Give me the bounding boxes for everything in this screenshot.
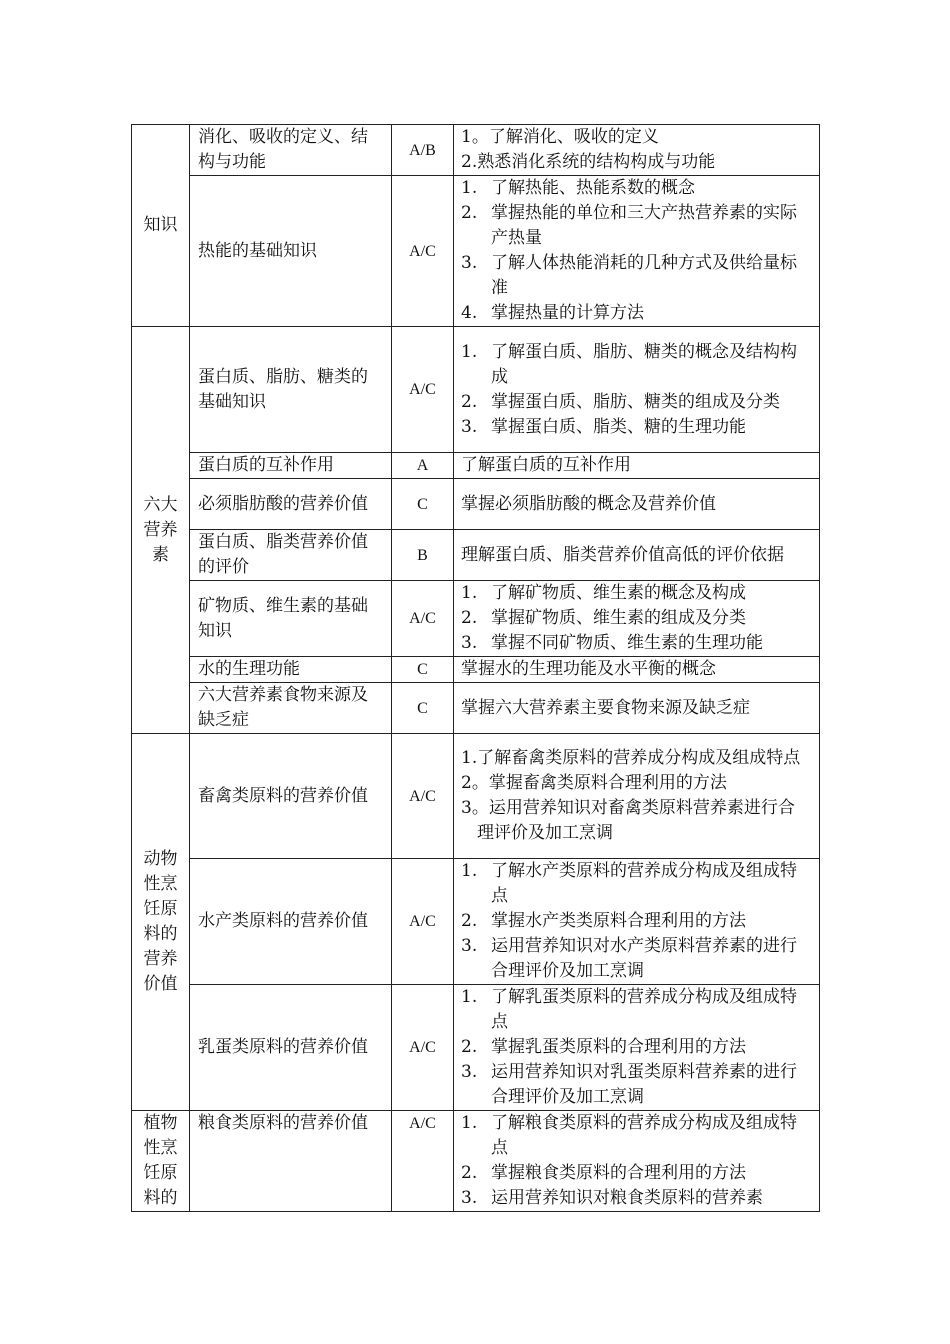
level-cell: B <box>392 530 454 581</box>
level-cell: A/B <box>392 125 454 176</box>
topic-cell: 粮食类原料的营养价值 <box>190 1111 392 1212</box>
list-item: 1。了解消化、吸收的定义 <box>461 127 659 147</box>
table-row <box>132 327 820 453</box>
topic-cell: 水的生理功能 <box>190 657 392 683</box>
topic-cell: 消化、吸收的定义、结构与功能 <box>190 125 392 176</box>
topic-cell: 蛋白质的互补作用 <box>190 453 392 479</box>
list-item: 2. 掌握热能的单位和三大产热营养素的实际产热量 <box>461 203 797 248</box>
requirement-cell <box>454 581 820 657</box>
list-item: 1. 了解水产类原料的营养成分构成及组成特点 <box>461 861 797 906</box>
list-item: 3. 掌握不同矿物质、维生素的生理功能 <box>461 633 763 653</box>
list-item: 3. 运用营养知识对粮食类原料的营养素 <box>461 1188 763 1208</box>
list-item: 3. 运用营养知识对水产类原料营养素的进行合理评价及加工烹调 <box>461 936 797 981</box>
table-row <box>132 1111 820 1212</box>
table-row <box>132 734 820 859</box>
requirement-cell: 掌握必须脂肪酸的概念及营养价值 <box>454 479 820 530</box>
table-row <box>132 683 820 734</box>
requirement-cell: 了解蛋白质的互补作用 <box>454 453 820 479</box>
list-item: 1. 了解热能、热能系数的概念 <box>461 178 695 198</box>
requirement-cell: 掌握水的生理功能及水平衡的概念 <box>454 657 820 683</box>
category-cell: 植物性烹饪原料的 <box>132 1111 190 1212</box>
table-row <box>132 479 820 530</box>
requirement-cell <box>454 734 820 859</box>
topic-cell: 必须脂肪酸的营养价值 <box>190 479 392 530</box>
topic-cell: 乳蛋类原料的营养价值 <box>190 985 392 1111</box>
list-item: 2.熟悉消化系统的结构构成与功能 <box>461 152 716 172</box>
list-item: 1.了解畜禽类原料的营养成分构成及组成特点 <box>461 748 801 768</box>
table-row <box>132 530 820 581</box>
requirement-cell <box>454 327 820 453</box>
topic-cell: 蛋白质、脂类营养价值的评价 <box>190 530 392 581</box>
topic-cell: 畜禽类原料的营养价值 <box>190 734 392 859</box>
list-item: 4. 掌握热量的计算方法 <box>461 303 644 323</box>
category-cell: 六大营养素 <box>132 327 190 734</box>
requirement-cell: 掌握六大营养素主要食物来源及缺乏症 <box>454 683 820 734</box>
level-cell: A/C <box>392 985 454 1111</box>
table-row <box>132 985 820 1111</box>
table-row <box>132 581 820 657</box>
table-row <box>132 453 820 479</box>
level-cell: C <box>392 479 454 530</box>
category-cell: 动物性烹饪原料的营养价值 <box>132 734 190 1111</box>
level-cell: A/C <box>392 327 454 453</box>
list-item: 1. 了解乳蛋类原料的营养成分构成及组成特点 <box>461 987 797 1032</box>
requirement-cell <box>454 176 820 327</box>
category-label: 知识 <box>143 215 178 235</box>
level-cell: A/C <box>392 581 454 657</box>
list-item: 3. 运用营养知识对乳蛋类原料营养素的进行合理评价及加工烹调 <box>461 1062 797 1107</box>
list-item: 2. 掌握乳蛋类原料的合理利用的方法 <box>461 1037 746 1057</box>
topic-cell: 矿物质、维生素的基础知识 <box>190 581 392 657</box>
level-cell: A/C <box>392 734 454 859</box>
list-item: 1. 了解矿物质、维生素的概念及构成 <box>461 583 746 603</box>
list-item: 2. 掌握矿物质、维生素的组成及分类 <box>461 608 746 628</box>
level-cell: C <box>392 657 454 683</box>
list-item: 2。掌握畜禽类原料合理利用的方法 <box>461 773 727 793</box>
table-row <box>132 125 820 176</box>
level-cell: A/C <box>392 859 454 985</box>
syllabus-table <box>131 124 820 1212</box>
requirement-cell: 理解蛋白质、脂类营养价值高低的评价依据 <box>454 530 820 581</box>
list-item: 1. 了解粮食类原料的营养成分构成及组成特点 <box>461 1113 797 1158</box>
list-item: 2. 掌握蛋白质、脂肪、糖类的组成及分类 <box>461 391 780 412</box>
requirement-cell <box>454 859 820 985</box>
list-item: 3. 了解人体热能消耗的几种方式及供给量标准 <box>461 253 797 298</box>
level-cell: C <box>392 683 454 734</box>
table-row <box>132 859 820 985</box>
topic-cell: 水产类原料的营养价值 <box>190 859 392 985</box>
list-item: 3. 掌握蛋白质、脂类、糖的生理功能 <box>461 416 746 437</box>
topic-cell: 蛋白质、脂肪、糖类的基础知识 <box>190 327 392 453</box>
list-item: 3。运用营养知识对畜禽类原料营养素进行合理评价及加工烹调 <box>461 798 795 843</box>
requirement-cell <box>454 125 820 176</box>
table-row <box>132 176 820 327</box>
topic-cell: 热能的基础知识 <box>190 176 392 327</box>
category-cell <box>132 125 190 327</box>
list-item: 2. 掌握水产类类原料合理利用的方法 <box>461 911 746 931</box>
topic-cell: 六大营养素食物来源及缺乏症 <box>190 683 392 734</box>
list-item: 1. 了解蛋白质、脂肪、糖类的概念及结构构成 <box>461 341 797 387</box>
level-cell: A <box>392 453 454 479</box>
table-row <box>132 657 820 683</box>
level-cell: A/C <box>392 1111 454 1212</box>
requirement-cell <box>454 985 820 1111</box>
requirement-cell <box>454 1111 820 1212</box>
list-item: 2. 掌握粮食类原料的合理利用的方法 <box>461 1163 746 1183</box>
level-cell: A/C <box>392 176 454 327</box>
